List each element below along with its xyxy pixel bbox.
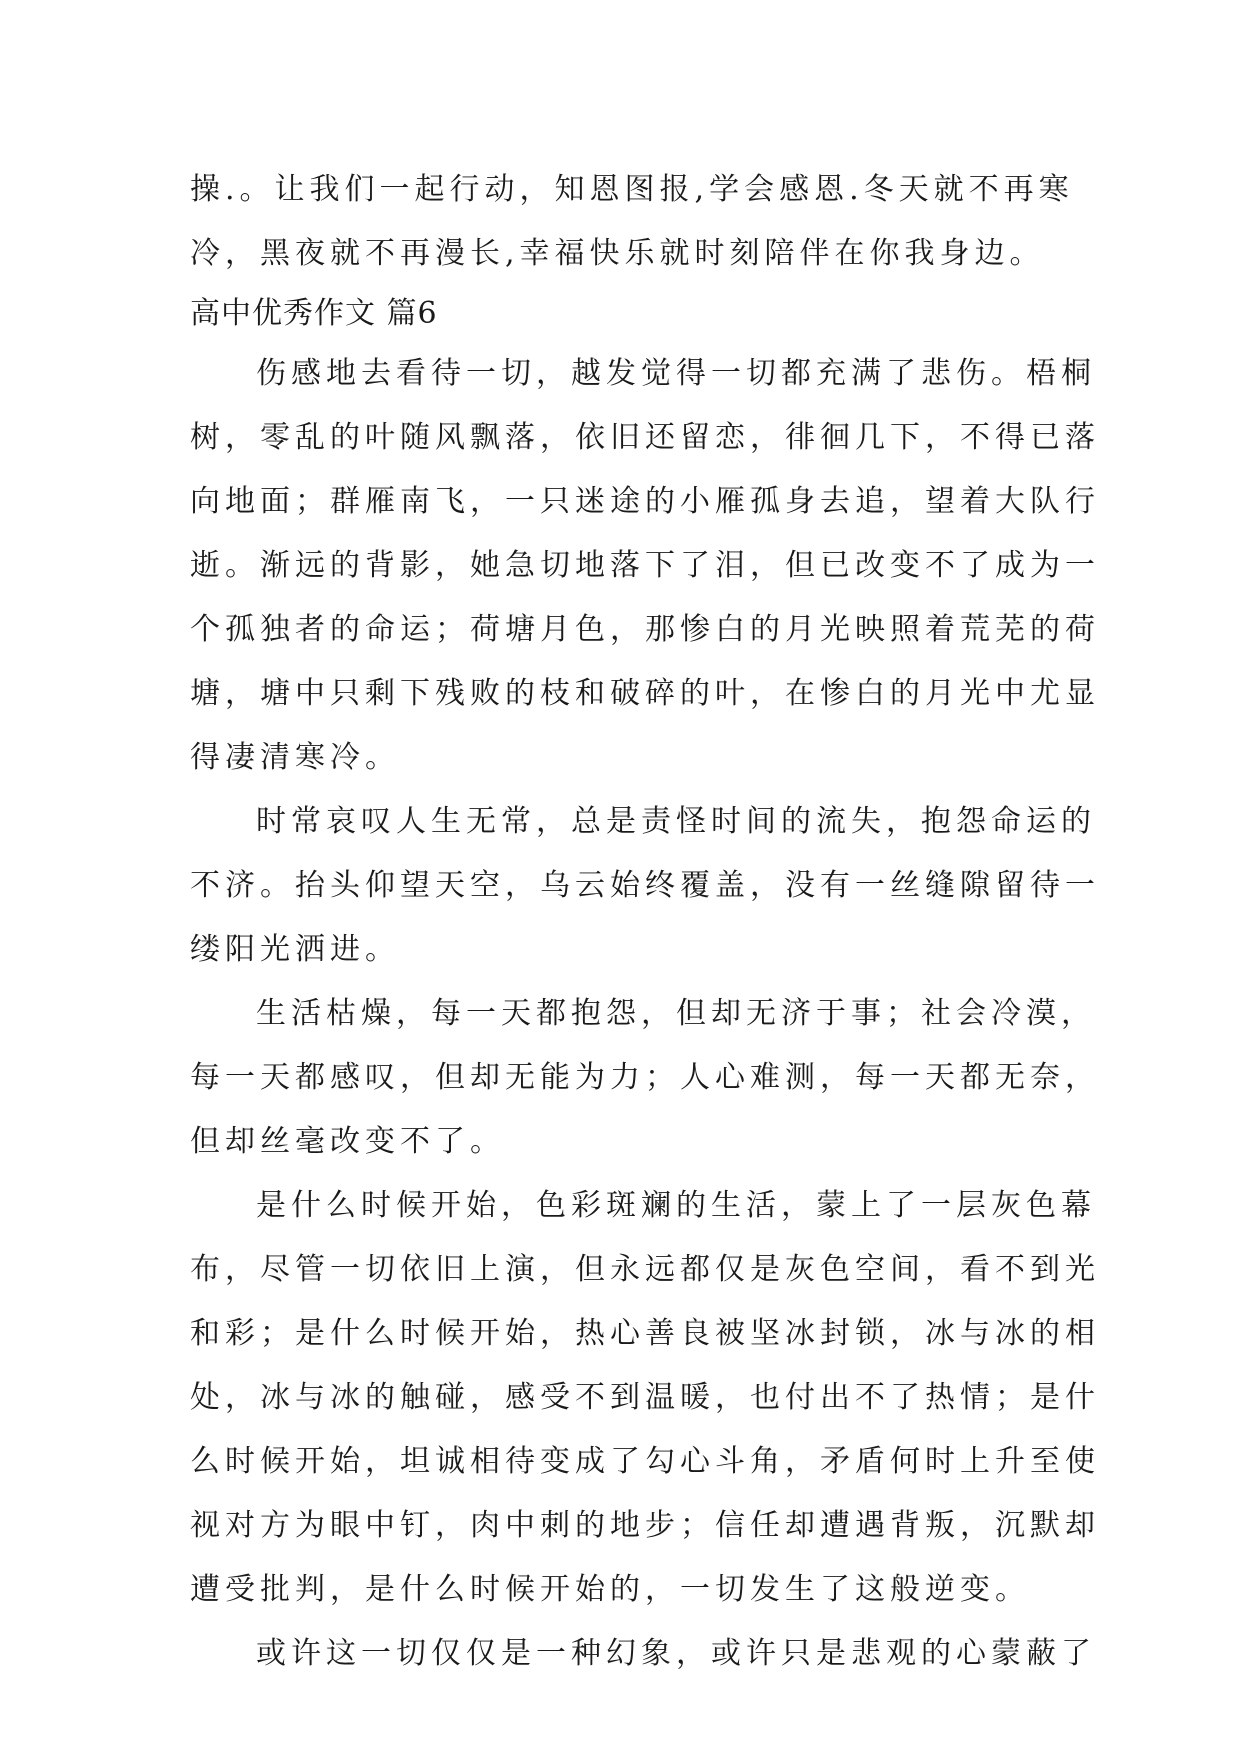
text-line: 或许这一切仅仅是一种幻象，或许只是悲观的心蒙蔽了 [256,1636,1096,1671]
text-line: 不济。抬头仰望天空，乌云始终覆盖，没有一丝缝隙留待一 [190,868,1100,903]
text-line: 树，零乱的叶随风飘落，依旧还留恋，徘徊几下，不得已落 [190,420,1100,455]
text-line: 缕阳光洒进。 [190,932,400,967]
text-line: 遭受批判，是什么时候开始的，一切发生了这般逆变。 [190,1572,1030,1607]
text-line: 布，尽管一切依旧上演，但永远都仅是灰色空间，看不到光 [190,1252,1100,1287]
text-line: 么时候开始，坦诚相待变成了勾心斗角，矛盾何时上升至使 [190,1444,1100,1479]
text-line: 是什么时候开始，色彩斑斓的生活，蒙上了一层灰色幕 [256,1188,1096,1223]
text-line: 操.。让我们一起行动，知恩图报,学会感恩.冬天就不再寒 [190,172,1074,207]
text-line: 塘，塘中只剩下残败的枝和破碎的叶，在惨白的月光中尤显 [190,676,1100,711]
paragraph-3 [190,982,1100,1174]
document-body [190,158,1100,1686]
paragraph-1 [190,342,1100,790]
text-line: 但却丝毫改变不了。 [190,1124,505,1159]
text-line: 伤感地去看待一切，越发觉得一切都充满了悲伤。梧桐 [256,356,1096,391]
text-line: 视对方为眼中钉，肉中刺的地步；信任却遭遇背叛，沉默却 [190,1508,1100,1543]
text-line: 冷，黑夜就不再漫长,幸福快乐就时刻陪伴在你我身边。 [190,236,1045,271]
section-heading: 高中优秀作文 篇6 [190,296,438,331]
text-line: 逝。渐远的背影，她急切地落下了泪，但已改变不了成为一 [190,548,1100,583]
text-line: 生活枯燥，每一天都抱怨，但却无济于事；社会冷漠， [256,996,1096,1031]
text-line: 处，冰与冰的触碰，感受不到温暖，也付出不了热情；是什 [190,1380,1100,1415]
paragraph-2 [190,790,1100,982]
text-line: 得凄清寒冷。 [190,740,400,775]
text-line: 和彩；是什么时候开始，热心善良被坚冰封锁，冰与冰的相 [190,1316,1100,1351]
text-line: 时常哀叹人生无常，总是责怪时间的流失，抱怨命运的 [256,804,1096,839]
intro-paragraph [190,158,1074,286]
paragraph-5 [190,1622,1096,1686]
paragraph-4 [190,1174,1100,1622]
text-line: 每一天都感叹，但却无能为力；人心难测，每一天都无奈， [190,1060,1100,1095]
text-line: 向地面；群雁南飞，一只迷途的小雁孤身去追，望着大队行 [190,484,1100,519]
text-line: 个孤独者的命运；荷塘月色，那惨白的月光映照着荒芜的荷 [190,612,1100,647]
